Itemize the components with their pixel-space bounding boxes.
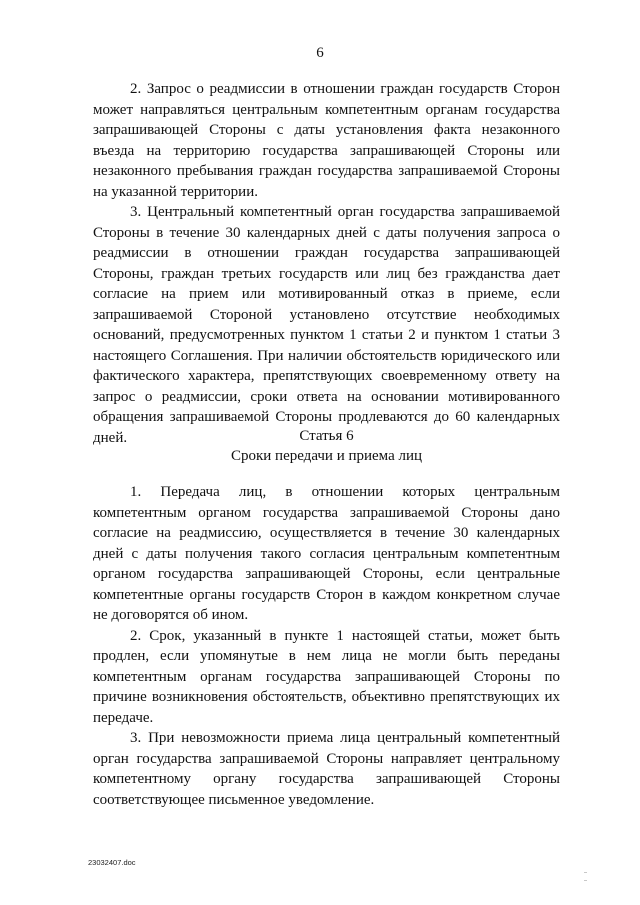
paragraph: 2. Запрос о реадмиссии в отношении граждан государств Сторон может направляться центральным компетентным органам государства запрашивающей Стороны с даты установления факта незаконного въезда на территорию государства запрашивающей Стороны или незаконного пребывания граждан государства запрашиваемой Стороны на указанной территории. bbox=[93, 81, 560, 200]
page-number: 6 bbox=[316, 45, 324, 61]
article-body bbox=[93, 482, 560, 810]
article-title: Сроки передачи и приема лиц bbox=[230, 448, 423, 464]
article-number: Статья 6 bbox=[299, 428, 354, 444]
section-top bbox=[93, 79, 560, 448]
paragraph: 1. Передача лиц, в отношении которых центральным компетентным органом государства запрашиваемой Стороны дано согласие на реадмиссию, осуществляется в течение 30 календарных дней с даты получения такого согласия центральным компетентным органом государства запрашивающей Стороны, если центральные компетентные органы государств Сторон в каждом конкретном случае не договорятся об ином. bbox=[93, 484, 560, 623]
scan-mark bbox=[584, 872, 587, 873]
paragraph: 3. Центральный компетентный орган государства запрашиваемой Стороны в течение 30 календарных дней с даты получения запроса о реадмиссии в отношении граждан государства запрашивающей Стороны, граждан третьих государств или лиц без гражданства дает согласие на прием или мотивированный отказ в приеме, если запрашиваемой Стороной установлено отсутствие необходимых оснований, предусмотренных пунктом 1 статьи 2 и пунктом 1 статьи 3 настоящего Соглашения. При наличии обстоятельств юридического или фактического характера, препятствующих своевременному ответу на запрос о реадмиссии, сроки ответа на основании мотивированного обращения запрашиваемой Стороны продлеваются до 60 календарных дней. bbox=[93, 204, 560, 446]
article-heading bbox=[93, 426, 560, 466]
paragraph: 3. При невозможности приема лица центральный компетентный орган государства запрашиваемой Стороны направляет центральному компетентному органу государства запрашивающей Стороны соответствующее письменное уведомление. bbox=[93, 730, 560, 808]
footer-file-name: 23032407.doc bbox=[88, 858, 136, 867]
paragraph: 2. Срок, указанный в пункте 1 настоящей статьи, может быть продлен, если упомянутые в нем лица не могли быть переданы компетентным органам государства запрашивающей Стороны по причине возникновения обстоятельств, объективно препятствующих их передаче. bbox=[93, 627, 560, 726]
scan-mark bbox=[584, 880, 587, 881]
